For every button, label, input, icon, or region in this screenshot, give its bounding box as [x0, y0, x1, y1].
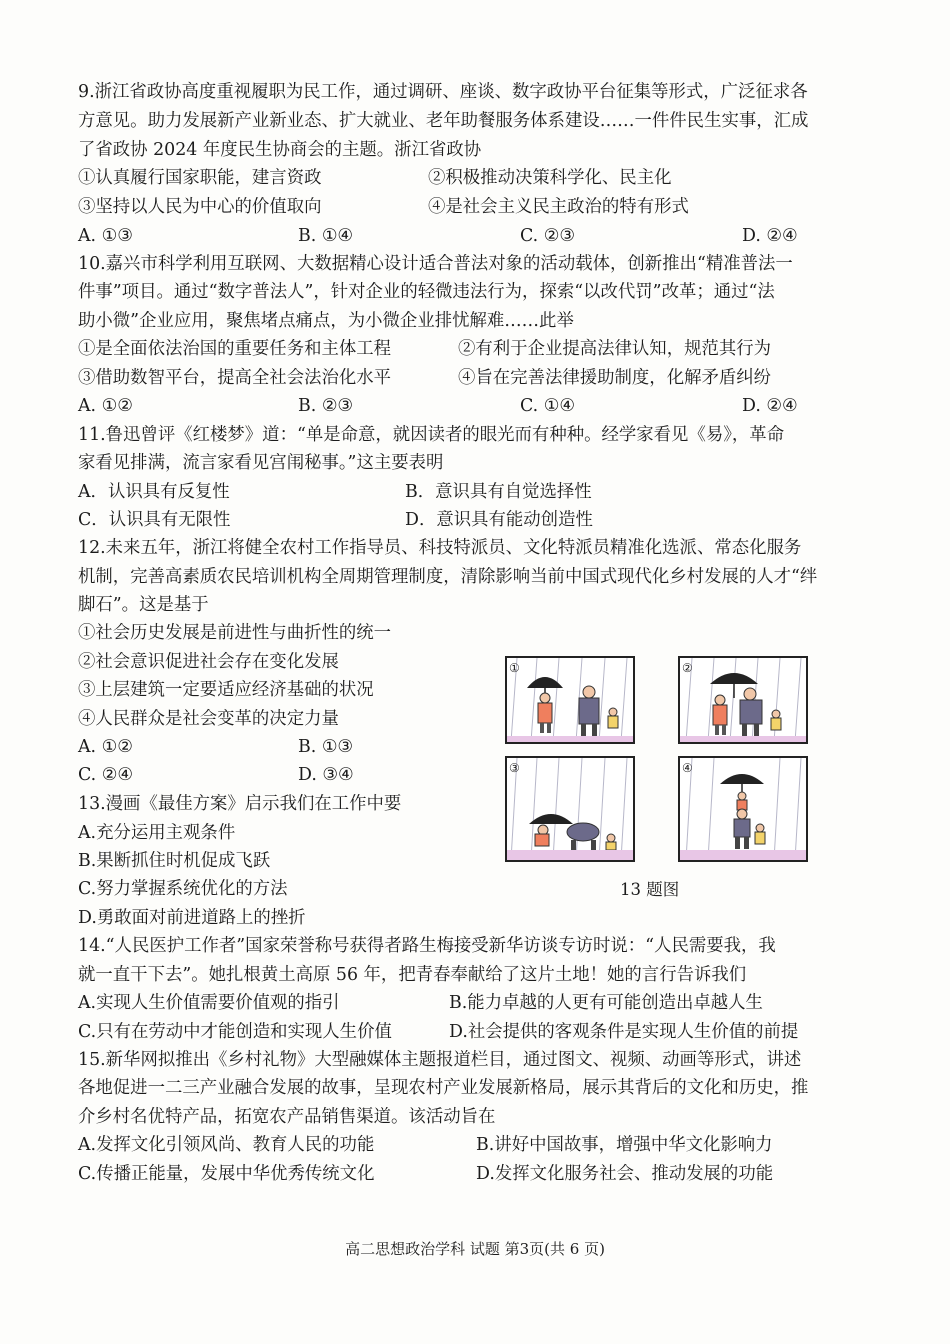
- q10-option-b: B. ②③: [298, 396, 354, 416]
- q15-option-d: D.发挥文化服务社会、推动发展的功能: [476, 1164, 774, 1184]
- comic-panel-2: [678, 656, 808, 744]
- q11-stem-line-2: 家看见排满，流言家看见宫闱秘事。”这主要表明: [78, 453, 444, 473]
- comic-panel-3: [505, 756, 635, 862]
- q12-stem-line-3: 脚石”。这是基于: [78, 595, 209, 615]
- q11-option-b: B．意识具有自觉选择性: [405, 482, 592, 502]
- q12-option-b: B. ①③: [298, 737, 354, 757]
- q9-option-c: C. ②③: [520, 226, 575, 246]
- q12-statement-3: ③上层建筑一定要适应经济基础的状况: [78, 680, 374, 700]
- q9-stem-line-3: 了省政协 2024 年度民生协商会的主题。浙江省政协: [78, 140, 482, 160]
- q9-stem-line-1: 9.浙江省政协高度重视履职为民工作，通过调研、座谈、数字政协平台征集等形式，广泛征求各: [78, 82, 808, 102]
- q12-statement-4: ④人民群众是社会变革的决定力量: [78, 709, 339, 729]
- figure-caption: 13 题图: [620, 880, 680, 899]
- comic-panel-2-label: ②: [682, 661, 693, 675]
- q13-option-c: C.努力掌握系统优化的方法: [78, 879, 288, 899]
- q14-stem-line-1: 14.“人民医护工作者”国家荣誉称号获得者路生梅接受新华访谈专访时说：“人民需要我，我: [78, 936, 776, 956]
- q10-option-c: C. ①④: [520, 396, 575, 416]
- comic-panel-1: [505, 656, 635, 744]
- q13-option-b: B.果断抓住时机促成飞跃: [78, 851, 271, 871]
- q11-option-c: C．认识具有无限性: [78, 510, 231, 530]
- q10-stem-line-1: 10.嘉兴市科学利用互联网、大数据精心设计适合普法对象的活动载体，创新推出“精准普法一: [78, 254, 793, 274]
- q13-option-d: D.勇敢面对前进道路上的挫折: [78, 908, 306, 928]
- q9-stem-line-2: 方意见。助力发展新产业新业态、扩大就业、老年助餐服务体系建设……一件件民生实事，汇成: [78, 111, 809, 131]
- q12-option-d: D. ③④: [298, 765, 354, 785]
- comic-panel-1-label: ①: [509, 661, 520, 675]
- q15-option-a: A.发挥文化引领风尚、教育人民的功能: [78, 1135, 375, 1155]
- q14-option-c: C.只有在劳动中才能创造和实现人生价值: [78, 1022, 392, 1042]
- q10-statement-1: ①是全面依法治国的重要任务和主体工程: [78, 339, 392, 359]
- q14-option-d: D.社会提供的客观条件是实现人生价值的前提: [449, 1022, 799, 1042]
- q13-option-a: A.充分运用主观条件: [78, 823, 236, 843]
- q14-option-a: A.实现人生价值需要价值观的指引: [78, 993, 340, 1013]
- q15-stem-line-1: 15.新华网拟推出《乡村礼物》大型融媒体主题报道栏目，通过图文、视频、动画等形式，讲述: [78, 1050, 802, 1070]
- q12-option-a: A. ①②: [78, 737, 133, 757]
- q12-statement-1: ①社会历史发展是前进性与曲折性的统一: [78, 623, 392, 643]
- q10-stem-line-2: 件事”项目。通过“数字普法人”，针对企业的轻微违法行为，探索“以改代罚”改革；通过“法: [78, 282, 775, 302]
- q14-stem-line-2: 就一直干下去”。她扎根黄土高原 56 年，把青春奉献给了这片土地！她的言行告诉我们: [78, 965, 747, 985]
- comic-panel-3-label: ③: [509, 761, 520, 775]
- q13-stem: 13.漫画《最佳方案》启示我们在工作中要: [78, 794, 402, 814]
- q11-stem-line-1: 11.鲁迅曾评《红楼梦》道：“单是命意，就因读者的眼光而有种种。经学家看见《易》，革命: [78, 425, 785, 445]
- q9-statement-2: ②积极推动决策科学化、民主化: [428, 168, 672, 188]
- q12-stem-line-2: 机制，完善高素质农民培训机构全周期管理制度，清除影响当前中国式现代化乡村发展的人才“绊: [78, 567, 818, 587]
- q9-option-a: A. ①③: [78, 226, 133, 246]
- q9-statement-3: ③坚持以人民为中心的价值取向: [78, 197, 322, 217]
- q10-stem-line-3: 助小微”企业应用，聚焦堵点痛点，为小微企业排忧解难……此举: [78, 311, 574, 331]
- q9-option-b: B. ①④: [298, 226, 354, 246]
- q15-option-b: B.讲好中国故事，增强中华文化影响力: [476, 1135, 773, 1155]
- q12-statement-2: ②社会意识促进社会存在变化发展: [78, 652, 339, 672]
- q10-statement-4: ④旨在完善法律援助制度，化解矛盾纠纷: [458, 368, 772, 388]
- q12-option-c: C. ②④: [78, 765, 133, 785]
- q11-option-d: D．意识具有能动创造性: [405, 510, 593, 530]
- comic-panel-4-label: ④: [682, 761, 693, 775]
- q9-option-d: D. ②④: [742, 226, 798, 246]
- q14-option-b: B.能力卓越的人更有可能创造出卓越人生: [449, 993, 763, 1013]
- page-footer: 高二思想政治学科 试题 第3页(共 6 页): [345, 1240, 605, 1258]
- q10-option-a: A. ①②: [78, 396, 133, 416]
- q9-statement-4: ④是社会主义民主政治的特有形式: [428, 197, 689, 217]
- q10-statement-2: ②有利于企业提高法律认知，规范其行为: [458, 339, 772, 359]
- q10-statement-3: ③借助数智平台，提高全社会法治化水平: [78, 368, 392, 388]
- comic-panel-4: [678, 756, 808, 862]
- q10-option-d: D. ②④: [742, 396, 798, 416]
- q11-option-a: A．认识具有反复性: [78, 482, 230, 502]
- q9-statement-1: ①认真履行国家职能，建言资政: [78, 168, 322, 188]
- q12-stem-line-1: 12.未来五年，浙江将健全农村工作指导员、科技特派员、文化特派员精准化选派、常态化服务: [78, 538, 802, 558]
- q15-option-c: C.传播正能量，发展中华优秀传统文化: [78, 1164, 375, 1184]
- q15-stem-line-2: 各地促进一二三产业融合发展的故事，呈现农村产业发展新格局，展示其背后的文化和历史，推: [78, 1078, 809, 1098]
- q15-stem-line-3: 介乡村名优特产品，拓宽农产品销售渠道。该活动旨在: [78, 1107, 496, 1127]
